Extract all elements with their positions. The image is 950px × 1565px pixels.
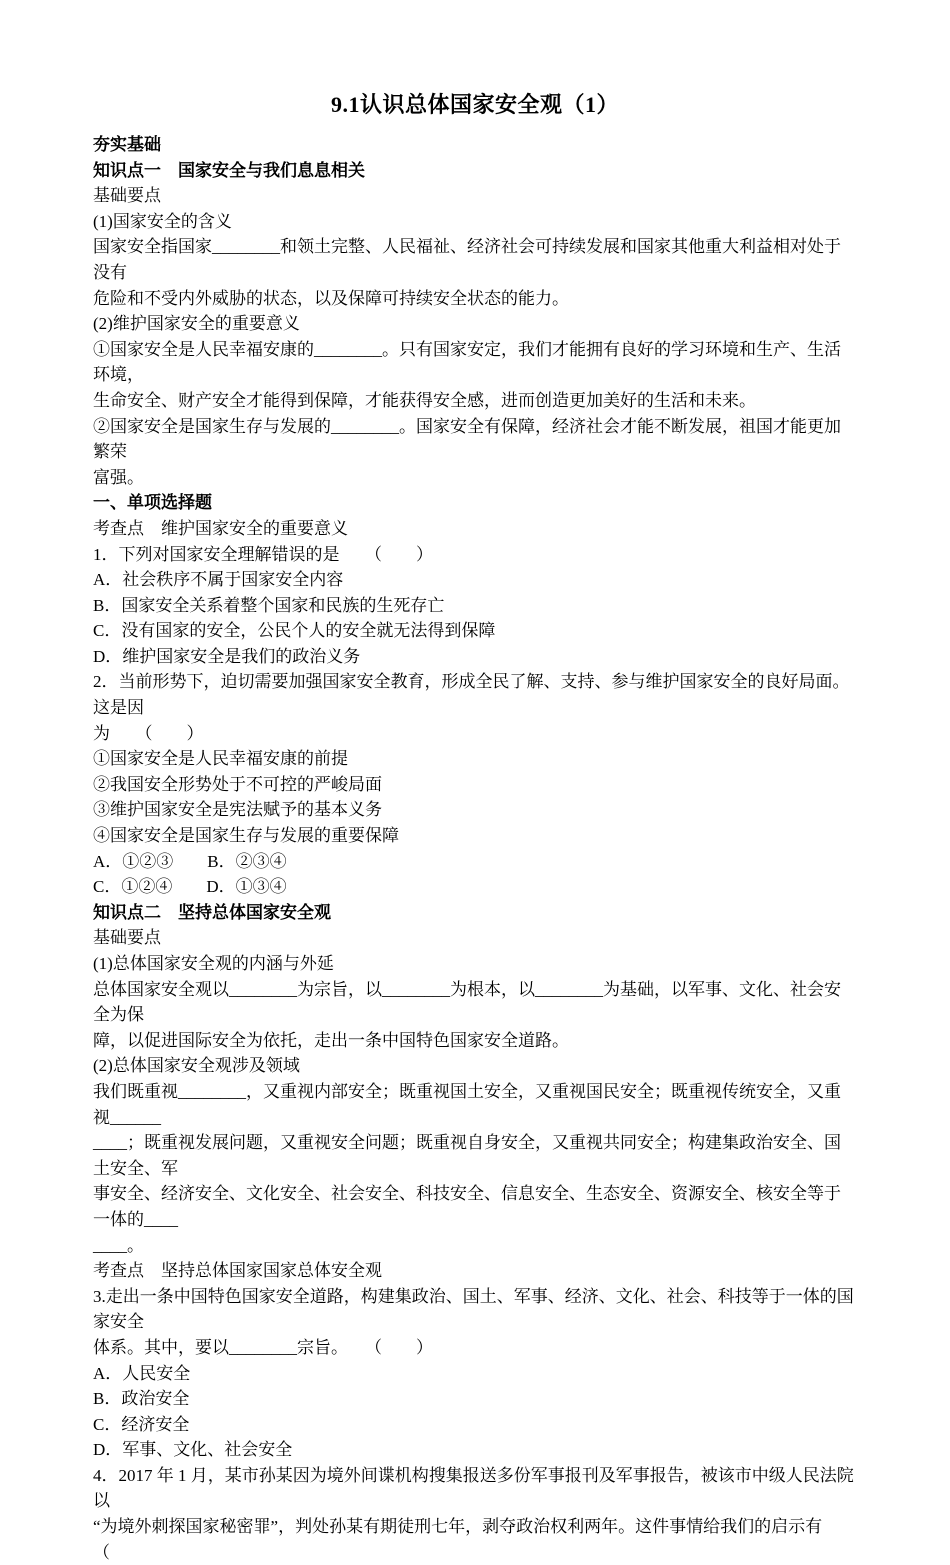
- page-title: 9.1认识总体国家安全观（1）: [330, 92, 619, 117]
- text-line: ____；既重视发展问题，又重视安全问题；既重视自身安全，又重视共同安全；构建集政治安全、国土安全、军: [93, 1133, 841, 1178]
- text-line: A．人民安全: [93, 1363, 191, 1383]
- text-line: “为境外刺探国家秘密罪”，判处孙某有期徒刑七年，剥夺政治权利两年。这件事情给我们的启示有 （: [93, 1517, 857, 1562]
- text-line: 基础要点: [93, 928, 161, 948]
- text-line: ④国家安全是国家生存与发展的重要保障: [93, 826, 399, 846]
- text-line: 2．当前形势下，迫切需要加强国家安全教育，形成全民了解、支持、参与维护国家安全的良好局面。这是因: [93, 672, 850, 718]
- document-lines: [93, 132, 857, 1565]
- text-line: ②国家安全是国家生存与发展的________。国家安全有保障，经济社会才能不断发展，祖国才能更加繁荣: [93, 416, 841, 462]
- text-line: B．国家安全关系着整个国家和民族的生死存亡: [93, 595, 445, 615]
- text-line: 国家安全指国家________和领土完整、人民福祉、经济社会可持续发展和国家其他重大利益相对处于没有: [93, 237, 841, 282]
- text-line: 基础要点: [93, 186, 161, 206]
- text-line: 为 （ ）: [93, 723, 204, 743]
- text-line: 3.走出一条中国特色国家安全道路，构建集政治、国土、军事、经济、文化、社会、科技等于一体的国家安全: [93, 1286, 854, 1332]
- text-line: (1)国家安全的含义: [93, 211, 232, 231]
- text-line: 一、单项选择题: [93, 493, 212, 513]
- text-line: C．没有国家的安全，公民个人的安全就无法得到保障: [93, 621, 496, 641]
- text-line: ①国家安全是人民幸福安康的________。只有国家安定，我们才能拥有良好的学习环境和生产、生活环境，: [93, 339, 841, 385]
- text-line: 夯实基础: [93, 135, 161, 154]
- text-line: B．政治安全: [93, 1389, 190, 1409]
- text-line: 富强。: [93, 467, 144, 487]
- text-line: ③维护国家安全是宪法赋予的基本义务: [93, 800, 382, 820]
- text-line: 我们既重视________，又重视内部安全；既重视国土安全，又重视国民安全；既重视传统安全，又重视______: [93, 1081, 841, 1127]
- text-line: 障，以促进国际安全为依托，走出一条中国特色国家安全道路。: [93, 1030, 569, 1050]
- text-line: 体系。其中，要以________宗旨。 （ ）: [93, 1337, 433, 1357]
- text-line: 知识点二 坚持总体国家安全观: [93, 902, 331, 922]
- text-line: C．经济安全: [93, 1414, 190, 1434]
- text-line: 总体国家安全观以________为宗旨，以________为根本，以________为基础，以军事、文化、社会安全为保: [93, 979, 841, 1025]
- text-line: D．军事、文化、社会安全: [93, 1440, 293, 1460]
- text-line: 事安全、经济安全、文化安全、社会安全、科技安全、信息安全、生态安全、资源安全、核安全等于一体的____: [93, 1184, 841, 1229]
- text-line: 生命安全、财产安全才能得到保障，才能获得安全感，进而创造更加美好的生活和未来。: [93, 390, 756, 410]
- text-line: C．①②④ D．①③④: [93, 877, 287, 897]
- text-line: 知识点一 国家安全与我们息息相关: [93, 160, 365, 180]
- text-line: (1)总体国家安全观的内涵与外延: [93, 954, 334, 973]
- text-line: 考查点 维护国家安全的重要意义: [93, 518, 348, 538]
- text-line: 危险和不受内外威胁的状态，以及保障可持续安全状态的能力。: [93, 288, 569, 308]
- text-line: A．①②③ B．②③④: [93, 851, 287, 871]
- text-line: (2)维护国家安全的重要意义: [93, 314, 300, 334]
- text-line: 4．2017 年 1 月，某市孙某因为境外间谍机构搜集报送多份军事报刊及军事报告，被该市中级人民法院以: [93, 1465, 854, 1511]
- text-line: 1．下列对国家安全理解错误的是 （ ）: [93, 544, 433, 564]
- text-line: ②我国安全形势处于不可控的严峻局面: [93, 774, 382, 794]
- text-line: ①国家安全是人民幸福安康的前提: [93, 749, 348, 769]
- text-line: D．维护国家安全是我们的政治义务: [93, 646, 361, 666]
- text-line: 考查点 坚持总体国家国家总体安全观: [93, 1261, 382, 1281]
- text-line: (2)总体国家安全观涉及领域: [93, 1056, 300, 1076]
- text-line: ____。: [93, 1235, 144, 1255]
- text-line: A．社会秩序不属于国家安全内容: [93, 570, 344, 590]
